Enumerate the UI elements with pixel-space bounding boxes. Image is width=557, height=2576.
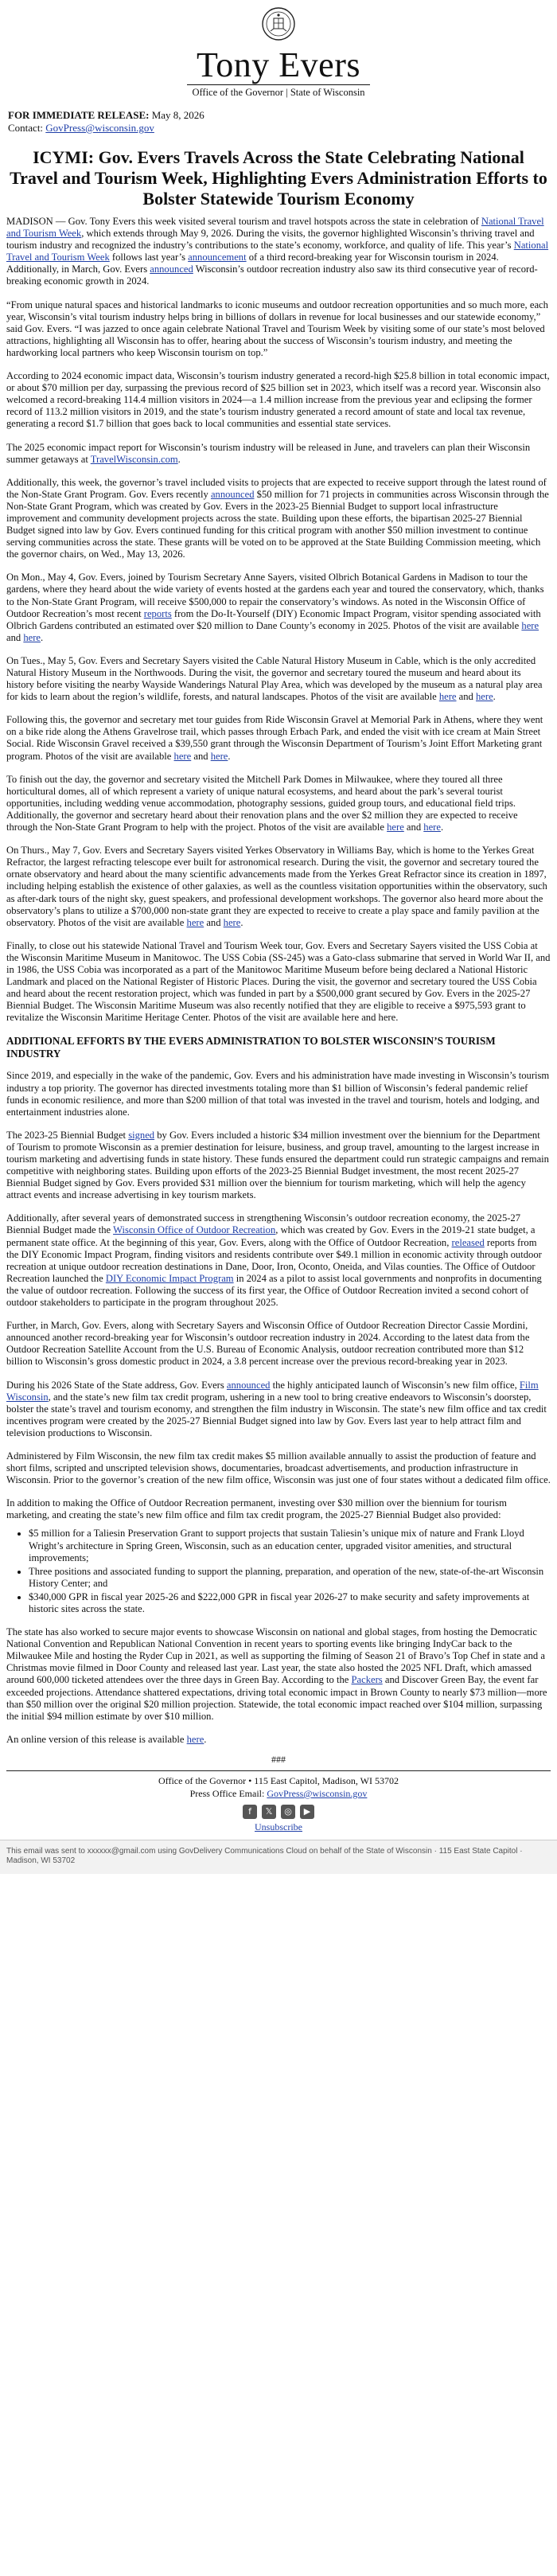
- packers-link[interactable]: Packers: [351, 1674, 383, 1686]
- paragraph-non-state-grant: [6, 477, 551, 561]
- travelwisconsin-link[interactable]: TravelWisconsin.com: [90, 453, 178, 465]
- ntt-week-link[interactable]: National Travel and Tourism Week: [6, 216, 544, 240]
- paragraph-online-version: [6, 1734, 551, 1746]
- footer-email-line: [6, 1787, 551, 1800]
- photos-link-2[interactable]: here: [423, 822, 441, 833]
- paragraph-budget-2023: [6, 1130, 551, 1202]
- text: and: [403, 822, 424, 833]
- text: MADISON — Gov. Tony Evers this week visited several tourism and travel hotspots across the state in celebration of: [6, 216, 481, 227]
- release-label: FOR IMMEDIATE RELEASE:: [8, 109, 150, 121]
- end-marker: ###: [271, 1753, 286, 1765]
- announcement-link[interactable]: announcement: [188, 252, 247, 263]
- text: Additionally, after several years of demonstrated success in strengthening Wisconsin’s outdoor recreation economy, the 2025-27 Biennial Budget made the: [6, 1212, 521, 1236]
- paragraph-intro: [6, 216, 551, 288]
- release-body: [0, 216, 557, 1746]
- wisconsin-seal-icon: [261, 6, 296, 41]
- unsubscribe-link[interactable]: Unsubscribe: [255, 1821, 302, 1832]
- paragraph-domes: [6, 774, 551, 833]
- text: , which was created by Gov. Evers in the 2019-21 state budget, a permanent state office. At the beginning of this year, Gov. Evers, along with the Office of Outdoor Recreation,: [6, 1224, 536, 1248]
- paragraph-cable-museum: [6, 655, 551, 703]
- photos-link[interactable]: here: [521, 619, 539, 631]
- list-item: • $5 million for a Taliesin Preservation Grant to support projects that sustain Taliesin’s unique mix of nature and Frank Lloyd Wright’s architecture in Spring Green, Wisconsin, such as an education center, upgraded visitor amenities, and structural improvements;: [29, 1528, 551, 1563]
- govdelivery-notice: This email was sent to xxxxxx@gmail.com using GovDelivery Communications Cloud on behalf of the State of Wisconsin · 115 East State Capitol · Madison, WI 53702: [0, 1840, 557, 1874]
- photos-link-2[interactable]: here: [476, 691, 493, 703]
- text: Additionally, this week, the governor’s travel included visits to projects that are expected to receive support through the latest round of the Non-State Grant Program. Gov. Evers recently: [6, 476, 547, 500]
- facebook-icon[interactable]: f: [243, 1805, 257, 1819]
- text: Following this, the governor and secretary met tour guides from Ride Wisconsin Gravel at Memorial Park in Athens, where they went on a bike ride along the Athens Gravelrose trail, which passes through Erbach Park, and ended the visit with ice cream at Main Street Social. Ride Wisconsin Gravel received a $39,550 grant through the Wisconsin Department of Tourism’s Joint Effort Marketing grant program. Photos of the visit are available: [6, 714, 543, 762]
- text: To finish out the day, the governor and secretary visited the Mitchell Park Domes in Milwaukee, where they toured all three horticultural domes, all of which represent a variety of unique natural ecosystems, and heard about the park’s several tourist opportunities, including wedding venue accommodation, photography sessions, guided group tours, and educational field trips. Additionally, the governor and secretary heard about their renovation plans and the over $2 million they are expected to receive through the Non-State Grant Program to help with the project. Photos of the visit are available: [6, 773, 518, 833]
- release-title: ICYMI: Gov. Evers Travels Across the State Celebrating National Travel and Tourism Week, Highlighting Evers Administration Efforts to Bolster Statewide Tourism Economy: [10, 147, 547, 209]
- text: reports from the DIY Economic Impact Program, finding visitors and residents contribute over $49.1 million in economic activity through outdoor recreation at unique outdoor recreation destinations in Dane, Door, Iron, Oconto, Oneida, and Vilas counties. The Office of Outdoor Recreation launched the: [6, 1236, 542, 1284]
- text: The 2025 economic impact report for Wisconsin’s tourism industry will be released in June, and travelers can plan their Wisconsin summer getaways at: [6, 441, 531, 465]
- section-heading: ADDITIONAL EFFORTS BY THE EVERS ADMINISTRATION TO BOLSTER WISCONSIN’S TOURISM INDUSTRY: [6, 1035, 496, 1060]
- text: and: [191, 750, 211, 762]
- contact-email-link[interactable]: GovPress@wisconsin.gov: [45, 122, 154, 134]
- paragraph-gravel: [6, 714, 551, 762]
- photos-link[interactable]: here: [438, 691, 457, 703]
- text: of a third record-breaking year for Wisconsin tourism in 2024. Additionally, in March, Gov. Evers: [6, 252, 499, 275]
- footer-email-label: Press Office Email:: [189, 1787, 267, 1799]
- photos-link-2[interactable]: here: [223, 916, 241, 928]
- text: The state has also worked to secure major events to showcase Wisconsin on national and global stages, from hosting the Democratic National Convention and Republican National Convention in recent years to sporting events like bringing IndyCar back to the Milwaukee Mile and hosting the Ryder Cup in 2021, as well as supporting the filming of Season 21 of Bravo’s Top Chef in state and a Christmas movie filmed in Door County and released last year. Last year, the state also hosted the 2025 NFL Draft, which amassed around 600,000 ticketed attendees over the three days in Green Bay. According to the: [6, 1626, 545, 1686]
- released-link[interactable]: released: [451, 1236, 485, 1248]
- paragraph-major-events: [6, 1626, 551, 1723]
- text: and: [6, 631, 24, 643]
- photos-link[interactable]: here: [173, 750, 192, 762]
- paragraph-cobia: Finally, to close out his statewide National Travel and Tourism Week tour, Gov. Evers and Secretary Sayers visited the USS Cobia at the Wisconsin Maritime Museum in Manitowoc. The USS Cobia (SS-245) was a Gato-class submarine that served in World War II, and in 1986, the USS Cobia was incorporated as a part of the Manitowoc Maritime Museum before being declared a National Historic Landmark and placed on the National Register of Historic Places. During the visit, the governor and secretary toured the USS Cobia and heard about the recent restoration project, which was funded in part by a $500,000 grant secured by Gov. Evers in the 2025-27 Biennial Budget. The Wisconsin Maritime Museum was also recently notified that they are eligible to receive a $975,593 grant to revitalize the Wisconsin Maritime Heritage Center. Photos of the visit are available here and here.: [6, 939, 551, 1024]
- unsubscribe-row: [6, 1821, 551, 1833]
- reports-link[interactable]: reports: [143, 607, 172, 619]
- photos-link[interactable]: here: [387, 822, 404, 833]
- announced-link[interactable]: announced: [150, 263, 193, 275]
- office-left: Office of the Governor: [192, 87, 284, 98]
- text: On Tues., May 5, Gov. Evers and Secretary Sayers visited the Cable Natural History Museum in Cable, which is the only accredited Natural History Museum in the Northwoods. During the visit, the governor and secretary toured the museum and heard about its history before visiting the nearby Wayside Wanderings Natural Play Area, which was developed by the museum as a natural play area for kids to learn about the region’s wildlife, forests, and natural landscapes. Photos of the visit are available: [6, 654, 543, 703]
- release-line: [8, 109, 549, 122]
- text: During his 2026 State of the State address, Gov. Evers: [6, 1379, 227, 1391]
- header: [0, 0, 557, 100]
- instagram-icon[interactable]: ◎: [281, 1805, 295, 1819]
- text: , which extends through May 9, 2026. During the visits, the governor highlighted Wisconsin’s thriving travel and tourism industry and recognized the industry’s contributions to the state’s economy, workforce, and quality of life. This year’s: [6, 228, 535, 252]
- social-icons: [6, 1805, 551, 1819]
- outdoor-office-link[interactable]: Wisconsin Office of Outdoor Recreation: [113, 1224, 276, 1236]
- ntt-week-link-2[interactable]: National Travel and Tourism Week: [6, 240, 549, 263]
- text: the highly anticipated launch of Wisconsin’s new film office,: [270, 1379, 520, 1391]
- list-item: • Three positions and associated funding to support the planning, preparation, and operation of the new, state-of-the-art Wisconsin History Center; and: [29, 1566, 551, 1590]
- paragraph-film-office: [6, 1380, 551, 1439]
- paragraph-quote: “From unique natural spaces and historical landmarks to iconic museums and outdoor recreation opportunities and so much more, each year, Wisconsin’s vital tourism industry helps bring in billions of dollars in revenue for local businesses and our statewide economy,” said Gov. Evers. “I was jazzed to once again celebrate National Travel and Tourism Week by visiting some of our state’s most beloved attractions, highlighting all Wisconsin has to offer, hearing about the success of Wisconsin’s tourism industry, and meeting the hardworking local partners who keep Wisconsin tourism on top.”: [6, 299, 548, 358]
- text: .: [177, 453, 181, 465]
- text: , and the state’s new film tax credit program, ushering in a new tool to bring creative endeavors to Wisconsin’s doorstep, bolster the state’s travel and tourism economy, and strengthen the film industry in Wisconsin. The state’s new film office and tax credit incentives program were created by the 2025-27 Biennial Budget signed into law by Gov. Evers last year to help attract film and television productions to Wisconsin.: [6, 1391, 547, 1438]
- paragraph-since-2019: Since 2019, and especially in the wake of the pandemic, Gov. Evers and his administration have made investing in Wisconsin’s tourism industry a top priority. The governor has directed investments totaling more than $1 billion of Wisconsin’s federal pandemic relief funds in economic resilience, and more than $200 million of that total was invested in the travel and tourism, hotels and lodging, and entertainment industries alone.: [6, 1070, 550, 1118]
- announced-film-link[interactable]: announced: [226, 1379, 271, 1391]
- list-item: • $340,000 GPR in fiscal year 2025-26 and $222,000 GPR in fiscal year 2026-27 to make security and safety improvements at historic sites across the state.: [29, 1591, 551, 1615]
- paragraph-outdoor-record: Further, in March, Gov. Evers, along with Secretary Sayers and Wisconsin Office of Outdoor Recreation Director Cassie Mordini, announced another record-breaking year for Wisconsin’s outdoor recreation industry in 2024. According to the latest data from the Outdoor Recreation Satellite Account from the U.S. Bureau of Economic Analysis, outdoor recreation contributed more than $12 billion to Wisconsin’s gross domestic product in 2024, a 3.8 percent increase over the previous record-breaking year in 2023.: [6, 1320, 530, 1368]
- office-right: State of Wisconsin: [290, 87, 365, 98]
- office-separator: |: [283, 87, 290, 98]
- text: The 2023-25 Biennial Budget: [6, 1129, 129, 1141]
- text: by Gov. Evers included a historic $34 million investment over the biennium for the Department of Tourism to promote Wisconsin as a premier destination for leisure, business, and group travel, amounting to the largest increase in tourism marketing and advertising funds in state history. These funds ensured the department could run strategic campaigns and remain competitive with neighboring states. Building upon efforts of the 2023-25 Biennial Budget investment, the most recent 2025-27 Biennial Budget signed by Gov. Evers provided $31 million over the biennium for tourism marketing, which will help the agency attract events and increase advertising in key tourism markets.: [6, 1129, 549, 1201]
- footer-address: Office of the Governor • 115 East Capitol, Madison, WI 53702: [158, 1774, 399, 1786]
- paragraph-budget-provided: In addition to making the Office of Outdoor Recreation permanent, investing over $30 million over the biennium for tourism marketing, and creating the state’s new film office and film tax credit program, the 2025-27 Biennial Budget also provided:: [6, 1497, 507, 1521]
- text: On Thurs., May 7, Gov. Evers and Secretary Sayers visited Yerkes Observatory in Williams Bay, which is home to the Yerkes Great Refractor, the largest refracting telescope ever built for astronomical research. During the visit, the governor and secretary toured the ornate observatory and heard about the many scientific advancements made from the Yerkes Great Refractor since its creation in 1897, including helping establish the existence of other galaxies, as well as the countless visitation opportunities within the observatory, such as after-dark tours of the night sky, guest speakers, and professional development workshops. The governor also heard more about the observatory’s plans to utilize a $700,000 non-state grant they are expected to receive to create a play space and family pavilion at the observatory. Photos of the visit are available: [6, 845, 547, 928]
- photos-link-2[interactable]: here: [23, 631, 41, 643]
- paragraph-economic-data: According to 2024 economic impact data, Wisconsin’s tourism industry generated a record-high $25.8 billion in total economic impact, or about $70 million per day, surpassing the previous record of $25 billion set in 2023, which itself was a record year. Wisconsin also welcomed a record-breaking 114.4 million visitors in 2024—a 1.4 million increase from the previous year and eclipsing the former record of 113.2 million visitors in 2019, and the state’s tourism industry generated a record amount of state and local tax revenue, generating a record $1.7 billion that goes back to local communities and essential state services.: [6, 370, 550, 430]
- text: .: [240, 916, 243, 928]
- text: and: [204, 916, 224, 928]
- paragraph-yerkes: [6, 845, 551, 929]
- footer-email-link[interactable]: GovPress@wisconsin.gov: [267, 1787, 368, 1799]
- budget-bullet-list: [6, 1528, 551, 1615]
- text: .: [204, 1733, 207, 1745]
- release-date: May 8, 2026: [149, 109, 204, 121]
- text: follows last year’s: [109, 252, 189, 263]
- paragraph-report: [6, 442, 551, 466]
- online-version-link[interactable]: here: [186, 1733, 204, 1745]
- text: .: [440, 822, 444, 833]
- governor-name: Tony Evers: [197, 45, 360, 84]
- text: $50 million for 71 projects in communities across Wisconsin through the Non-State Grant Program, which was created by Gov. Evers in the 2023-25 Biennial Budget to support local infrastructure improvement and community development projects across the state. Building upon these efforts, the bipartisan 2025-27 Biennial Budget signed into law by Gov. Evers continued funding for this critical program with another $50 million investment to continue serving communities across the state. These grants will be voted on to be approved at the State Building Commission meeting, which the governor chairs, on Wed., May 13, 2026.: [6, 488, 549, 560]
- footer: [6, 1770, 551, 1833]
- release-meta: [0, 100, 557, 135]
- youtube-icon[interactable]: ▶: [300, 1805, 314, 1819]
- text: from the Do-It-Yourself (DIY) Economic Impact Program, visitor spending associated with Olbrich Gardens contributed an estimated over $20 million to Dane County’s economy in 2025. Photos of the visit are available: [6, 607, 541, 631]
- text: Wisconsin’s outdoor recreation industry also saw its third consecutive year of record-breaking economic growth in 2024.: [6, 263, 538, 287]
- photos-link[interactable]: here: [186, 916, 204, 928]
- text: An online version of this release is available: [6, 1733, 187, 1745]
- paragraph-outdoor-office: [6, 1212, 551, 1309]
- announced-grant-link[interactable]: announced: [210, 488, 255, 500]
- office-line: [187, 84, 369, 99]
- photos-link-2[interactable]: here: [210, 750, 228, 762]
- paragraph-olbrich: [6, 572, 551, 644]
- contact-line: [8, 122, 549, 135]
- diy-program-link[interactable]: DIY Economic Impact Program: [105, 1272, 234, 1284]
- film-wisconsin-link[interactable]: Film Wisconsin: [6, 1379, 539, 1403]
- text: and Discover Green Bay, the event far exceeded projections. Attendance shattered expectations, driving total economic impact in Brown County to nearly $73 million—more than $50 million over the original $20 million projection. Statewide, the total economic impact reached over $104 million, surpassing the initial $94 million estimate by over $10 million.: [6, 1674, 547, 1722]
- text: .: [493, 691, 496, 703]
- contact-label: Contact:: [8, 122, 46, 134]
- text: .: [228, 750, 231, 762]
- text: On Mon., May 4, Gov. Evers, joined by Tourism Secretary Anne Sayers, visited Olbrich Botanical Gardens in Madison to tour the gardens, where they heard about the wide variety of events hosted at the gardens each year and toured the conservatory, which, thanks to the Non-State Grant Program, will receive $500,000 to repair the conservatory’s windows. As noted in the Wisconsin Office of Outdoor Recreation’s most recent: [6, 572, 544, 619]
- signed-link[interactable]: signed: [128, 1129, 155, 1141]
- text: .: [41, 631, 44, 643]
- text: in 2024 as a pilot to assist local governments and nonprofits in documenting the value of outdoor recreation. Following the success of its first year, the Office of Outdoor Recreation invited a second cohort of outdoor stakeholders to participate in the program throughout 2025.: [6, 1272, 542, 1309]
- text: and: [456, 691, 476, 703]
- x-icon[interactable]: 𝕏: [262, 1805, 276, 1819]
- paragraph-film-credit: Administered by Film Wisconsin, the new film tax credit makes $5 million available annually to assist the production of feature and short films, scripted and unscripted television shows, documentaries, broadcast advertisements, and production infrastructure in Wisconsin. Prior to the governor’s creation of the new film office, Wisconsin was just one of four states without a dedicated film office.: [6, 1450, 551, 1486]
